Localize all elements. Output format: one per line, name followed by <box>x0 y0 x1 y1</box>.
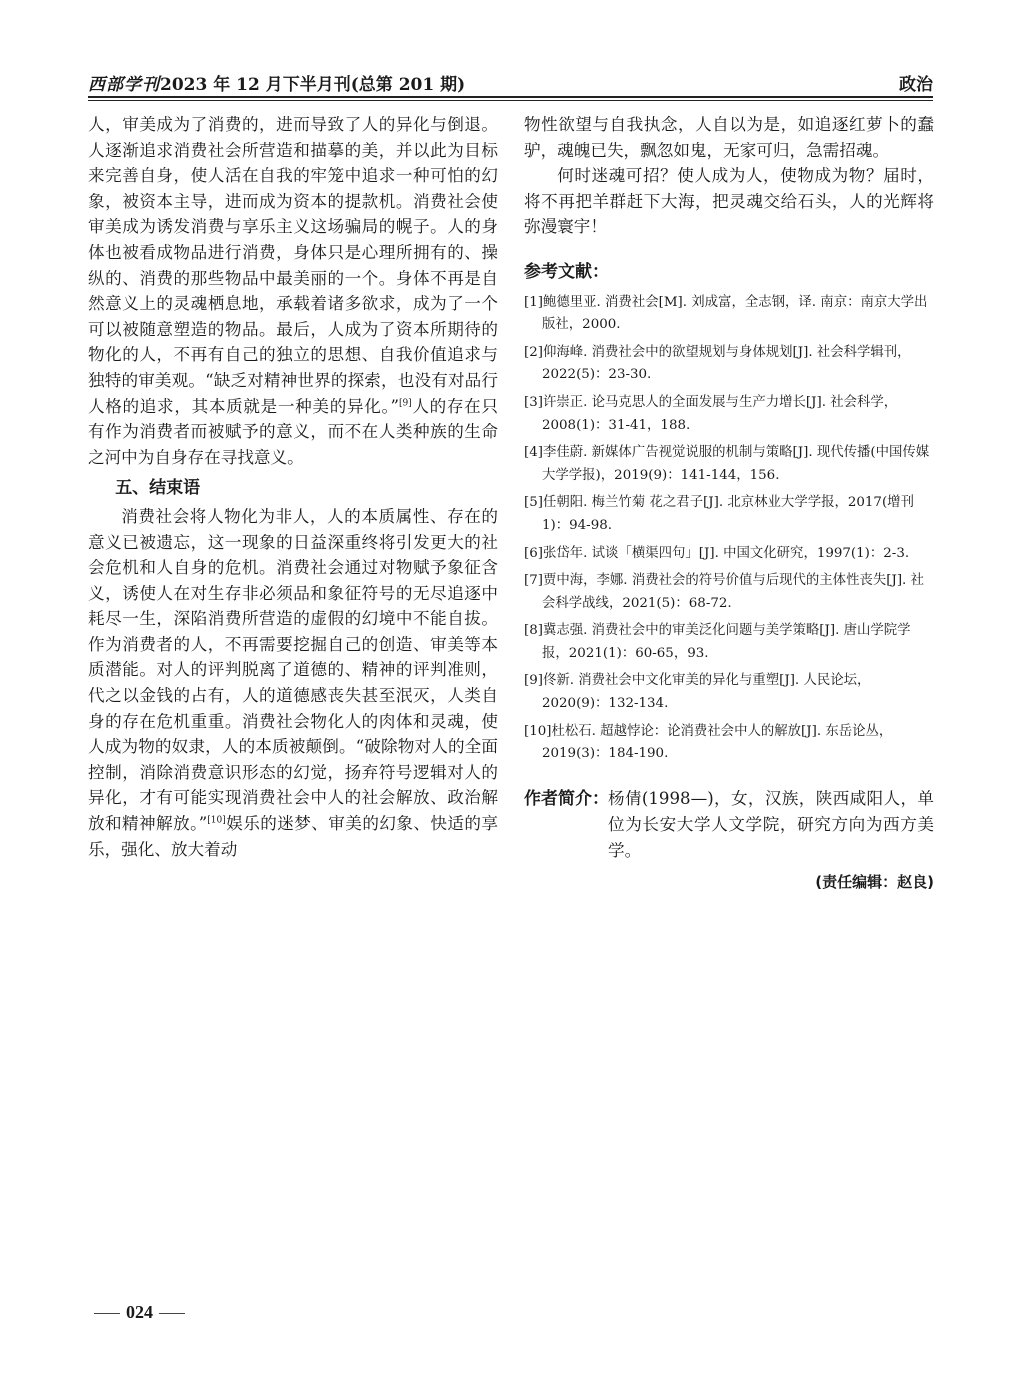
citation-marker: [10] <box>207 815 226 826</box>
header-rule-thin <box>88 100 933 101</box>
journal-logo: 西部学刊 <box>88 75 160 95</box>
paragraph-text: 消费社会将人物化为非人，人的本质属性、存在的意义已被遗忘，这一现象的日益深重终将引发更大的社会危机和人自身的危机。消费社会通过对物赋予象征含义，诱使人在对生存非必须品和象征符号的无尽追逐中耗尽一生，深陷消费所营造的虚假的幻境中不能自拔。作为消费者的人，不再需要挖掘自己的创造、审美等本质潜能。对人的评判脱离了道德的、精神的评判准则，代之以金钱的占有，人的道德感丧失甚至泯灭，人类自身的存在危机重重。消费社会物化人的肉体和灵魂，使人成为物的奴隶，人的本质被颠倒。“破除物对人的全面控制，消除消费意识形态的幻觉，扬弃符号逻辑对人的异化，才有可能实现消费社会中人的社会解放、政治解放和精神解放。” <box>88 506 498 834</box>
header-journal-issue <box>88 70 465 95</box>
right-column <box>524 112 934 895</box>
author-bio <box>524 786 934 864</box>
paragraph-text-end: 人的存在只有作为消费者而被赋予的意义，而不在人类种族的生命之河中为自身存在寻找意义。 <box>88 396 499 467</box>
running-header <box>88 66 933 100</box>
reference-item: [1]鲍德里亚. 消费社会[M]. 刘成富，全志钢，译. 南京：南京大学出版社，2000. <box>524 294 928 333</box>
paragraph-text-end: 娱乐的迷梦、审美的幻象、快适的享乐，强化、放大着动 <box>88 814 499 859</box>
responsible-editor: (责任编辑：赵良) <box>815 872 934 891</box>
reference-item: [9]佟新. 消费社会中文化审美的异化与重塑[J]. 人民论坛，2020(9)：132-134. <box>524 673 871 712</box>
reference-item: [5]任朝阳. 梅兰竹菊 花之君子[J]. 北京林业大学学报，2017(增刊1)：94-98. <box>524 495 914 533</box>
body-paragraph <box>88 504 498 862</box>
references-heading: 参考文献： <box>524 261 609 282</box>
footer-dash-left <box>94 1313 120 1314</box>
page-number: 024 <box>126 1302 153 1322</box>
reference-item: [8]冀志强. 消费社会中的审美泛化问题与美学策略[J]. 唐山学院学报，2021(1)：60-65，93. <box>524 623 911 661</box>
footer-dash-right <box>159 1313 185 1314</box>
section-heading: 五、结束语 <box>115 478 201 499</box>
body-paragraph: 物性欲望与自我执念，人自以为是，如追逐红萝卜的蠢驴，魂魄已失，飘忽如鬼，无家可归，急需招魂。 <box>524 115 934 160</box>
reference-item: [6]张岱年. 试谈「横渠四句」[J]. 中国文化研究，1997(1)：2-3. <box>524 545 910 561</box>
reference-item: [3]许崇正. 论马克思人的全面发展与生产力增长[J]. 社会科学，2008(1)：31-41，188. <box>524 394 898 433</box>
paragraph-text: 人，审美成为了消费的，进而导致了人的异化与倒退。人逐渐追求消费社会所营造和描摹的美，并以此为目标来完善自身，使人活在自我的牢笼中追求一种可怕的幻象，被资本主导，进而成为资本的提款机。消费社会使审美成为诱发消费与享乐主义这场骗局的幌子。人的身体也被看成物品进行消费，身体只是心理所拥有的、操纵的、消费的那些物品中最美丽的一个。身体不再是自然意义上的灵魂栖息地，承载着诸多欲求，成为了一个可以被随意塑造的物品。最后，人成为了资本所期待的物化的人，不再有自己的独立的思想、自我价值追求与独特的审美观。“缺乏对精神世界的探索，也没有对品行人格的追求，其本质就是一种美的异化。” <box>88 115 498 416</box>
section-name: 政治 <box>899 75 933 95</box>
author-bio-text: 杨倩(1998—)，女，汉族，陕西咸阳人，单位为长安大学人文学院，研究方向为西方美学。 <box>608 788 934 860</box>
header-rule <box>88 96 933 98</box>
page-footer <box>88 1302 191 1323</box>
issue-info: 2023 年 12 月下半月刊(总第 201 期) <box>160 75 466 95</box>
body-paragraph: 何时迷魂可招？使人成为人，使物成为物？届时，将不再把羊群赶下大海，把灵魂交给石头，人的光辉将弥漫寰宇！ <box>524 166 934 237</box>
reference-item: [4]李佳蔚. 新媒体广告视觉说服的机制与策略[J]. 现代传播(中国传媒大学学报)，2019(9)：141-144，156. <box>524 445 930 483</box>
left-column <box>88 112 498 862</box>
reference-item: [2]仰海峰. 消费社会中的欲望规划与身体规划[J]. 社会科学辑刊，2022(5)：23-30. <box>524 344 911 383</box>
reference-list <box>524 292 934 766</box>
body-paragraph <box>88 112 498 470</box>
reference-item: [7]贾中海，李娜. 消费社会的符号价值与后现代的主体性丧失[J]. 社会科学战线，2021(5)：68-72. <box>524 573 924 611</box>
citation-marker: [9] <box>398 398 412 408</box>
reference-item: [10]杜松石. 超越悖论：论消费社会中人的解放[J]. 东岳论丛，2019(3)：184-190. <box>524 723 893 762</box>
author-bio-label: 作者简介： <box>524 788 609 809</box>
